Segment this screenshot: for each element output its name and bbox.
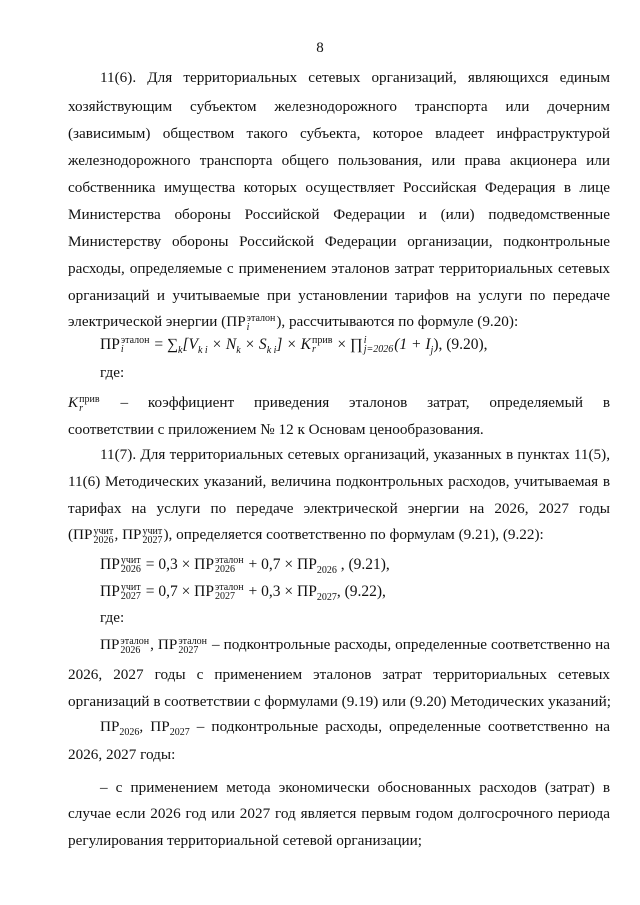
coefficient-definition-line: K прив r – коэффициент приведения эталонов затрат, определяемый в <box>68 393 611 414</box>
paragraph-11-7-line: 11(7). Для территориальных сетевых организаций, указанных в пунктах 11(5), <box>100 446 610 463</box>
benchmark-definition-line: ПР эталон 2026 , ПР эталон 2027 – подконтрольные расходы, определенные соответственно на <box>100 635 610 656</box>
benchmark-definition-line: организаций в соответствии с формулами (9.19) или (9.20) Методических указаний; <box>68 693 611 710</box>
paragraph-11-6-line: собственника имущества которых осуществляет Российская Федерация в лице <box>68 179 610 196</box>
paragraph-11-6-last-line: электрической энергии (ПР эталон i ), рассчитываются по формуле (9.20): <box>68 312 519 333</box>
paragraph-11-6-line: хозяйствующим субъектом железнодорожного транспорта или дочерним <box>68 98 610 115</box>
controlled-costs-definition-line: 2026, 2027 годы: <box>68 746 176 763</box>
paragraph-11-7-last-line: (ПР учит 2026 , ПР учит 2027 ), определяется соответственно по формулам (9.21), (9.22): <box>68 525 544 546</box>
method-paragraph-line: случае если 2026 год или 2027 год является первым годом долгосрочного периода <box>68 805 610 822</box>
paragraph-11-6-line: организаций и учитываемые при установлении тарифов на услуги по передаче <box>68 287 610 304</box>
paragraph-11-7-line: тарифах на услуги по передаче электрической энергии на 2026, 2027 годы <box>68 500 610 517</box>
method-paragraph-line: – с применением метода экономически обоснованных расходов (затрат) в <box>100 779 610 796</box>
paragraph-11-6-line: 11(6). Для территориальных сетевых организаций, являющихся единым <box>100 69 610 86</box>
page-number: 8 <box>316 40 324 56</box>
paragraph-11-6-line: расходы, определяемые с применением эталонов затрат территориальных сетевых <box>68 260 610 277</box>
controlled-costs-definition-line: $ПР_{2026}$, $ПР_{2027}$ – подконтрольные расходы, определенные соответственно на <box>100 718 610 739</box>
where-label: где: <box>100 364 125 381</box>
where-label: где: <box>100 609 125 626</box>
paragraph-11-6-line: железнодорожного транспорта общего пользования, или права акционера или <box>68 152 610 169</box>
method-paragraph-line: регулирования территориальной сетевой организации; <box>68 832 422 849</box>
paragraph-11-6-line: Министерства обороны Российской Федерации и (или) подведомственные <box>68 206 610 223</box>
paragraph-11-7-line: 11(6) Методических указаний, величина подконтрольных расходов, учитываемая в <box>68 473 610 490</box>
formula-9-20: ПР эталон i = $\sum_k[V_{k i} \times N_k \times S_{k i}] \times K$ прив r × ∏ i j=2026 $(1 + I_j)$, (9.20), <box>100 335 488 357</box>
formula-9-22: ПР учит 2027 = 0,7 × ПР эталон 2027 + $0,3 \times ПР_{2027}$, (9.22), <box>100 582 386 604</box>
paragraph-11-6-line: (зависимым) обществом такого субъекта, которое владеет инфраструктурой <box>68 125 610 142</box>
coefficient-definition-line: соответствии с приложением № 12 к Основам ценообразования. <box>68 421 484 438</box>
formula-9-21: ПР учит 2026 = 0,3 × ПР эталон 2026 + $0,7 \times ПР_{2026}$ , (9.21), <box>100 555 390 577</box>
benchmark-definition-line: 2026, 2027 годы с применением эталонов затрат территориальных сетевых <box>68 666 610 683</box>
paragraph-11-6-line: Министерству обороны Российской Федерации организации, подконтрольные <box>68 233 610 250</box>
